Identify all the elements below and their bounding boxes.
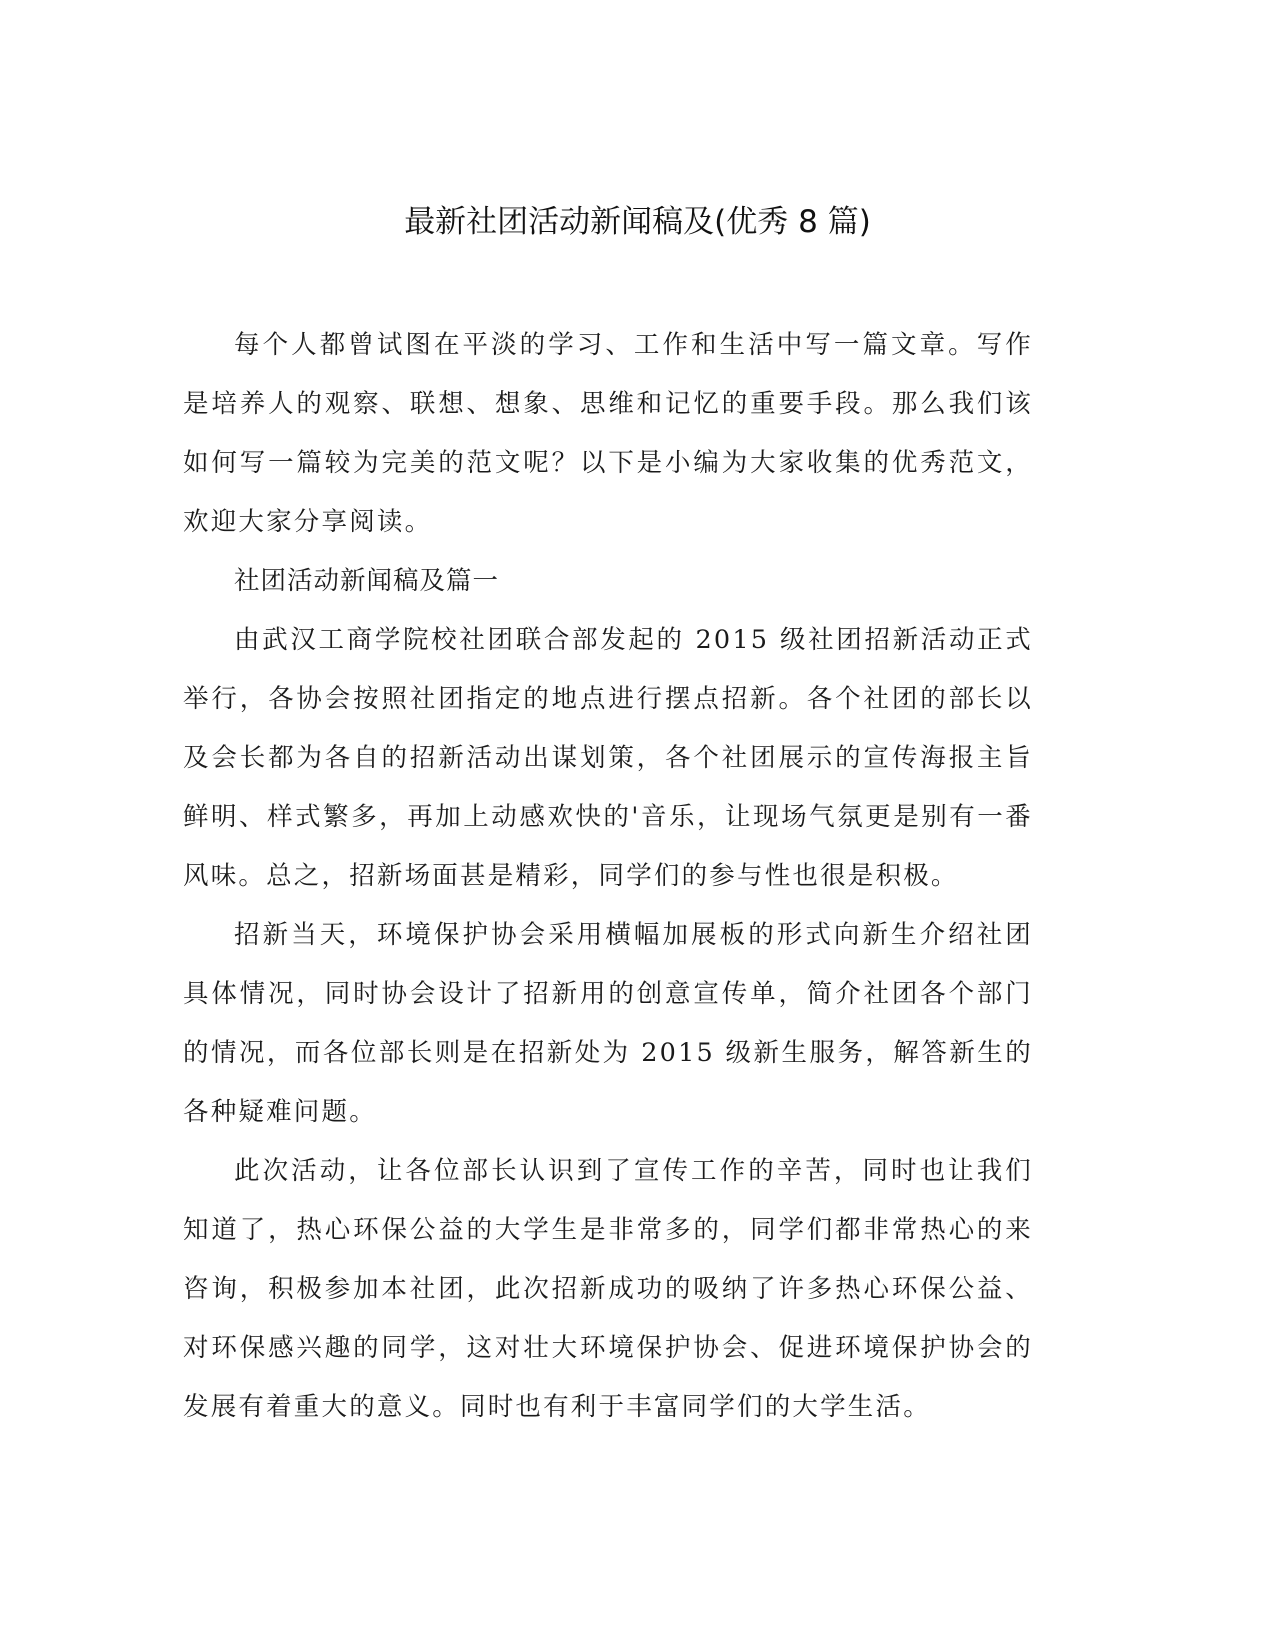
body-paragraph-1: 由武汉工商学院校社团联合部发起的 2015 级社团招新活动正式举行，各协会按照社团指定的地点进行摆点招新。各个社团的部长以及会长都为各自的招新活动出谋划策，各个社团展示的宣传海报主旨鲜明、样式繁多，再加上动感欢快的'音乐，让现场气氛更是别有一番风味。总之，招新场面甚是精彩，同学们的参与性也很是积极。	[183, 625, 1033, 891]
section-heading: 社团活动新闻稿及篇一	[234, 566, 500, 596]
document-body	[183, 316, 1033, 1437]
body-paragraph-3: 此次活动，让各位部长认识到了宣传工作的辛苦，同时也让我们知道了，热心环保公益的大学生是非常多的，同学们都非常热心的来咨询，积极参加本社团，此次招新成功的吸纳了许多热心环保公益、对环保感兴趣的同学，这对壮大环境保护协会、促进环境保护协会的发展有着重大的意义。同时也有利于丰富同学们的大学生活。	[183, 1156, 1033, 1422]
intro-paragraph: 每个人都曾试图在平淡的学习、工作和生活中写一篇文章。写作是培养人的观察、联想、想象、思维和记忆的重要手段。那么我们该如何写一篇较为完美的范文呢？以下是小编为大家收集的优秀范文，欢迎大家分享阅读。	[183, 330, 1033, 537]
document-title: 最新社团活动新闻稿及(优秀 8 篇)	[404, 204, 871, 240]
body-paragraph-2: 招新当天，环境保护协会采用横幅加展板的形式向新生介绍社团具体情况，同时协会设计了招新用的创意宣传单，简介社团各个部门的情况，而各位部长则是在招新处为 2015 级新生服务，解答新生的各种疑难问题。	[183, 920, 1033, 1127]
